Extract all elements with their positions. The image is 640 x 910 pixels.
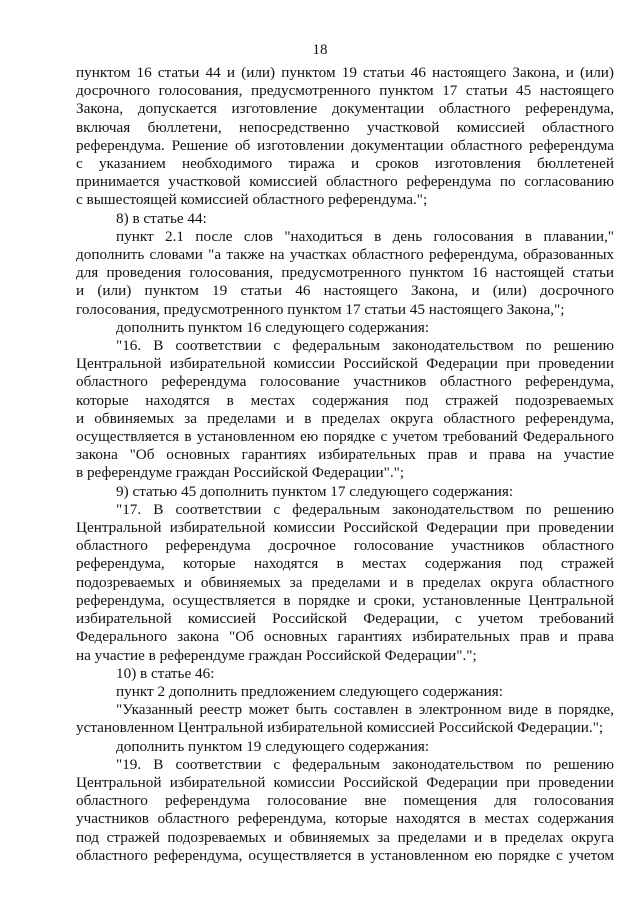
text-line: принимается участковой комиссией областного референдума по согласованию bbox=[76, 173, 614, 191]
text-line: пункт 2.1 после слов "находиться в день голосования в плавании," bbox=[116, 227, 614, 245]
text-line: "17. В соответствии с федеральным законодательством по решению bbox=[116, 500, 614, 518]
text-line: подозреваемых и обвиняемых за пределами и в пределах округа областного bbox=[76, 573, 614, 591]
text-line: референдума. Решение об изготовлении документации областного референдума bbox=[76, 136, 614, 154]
text-line: досрочного голосования, предусмотренного пунктом 17 статьи 45 настоящего bbox=[76, 82, 614, 100]
text-line: пунктом 16 статьи 44 и (или) пунктом 19 статьи 46 настоящего Закона, и (или) bbox=[76, 64, 614, 81]
text-line: "19. В соответствии с федеральным законодательством по решению bbox=[116, 755, 614, 773]
text-line: референдума, осуществляется в порядке и сроки, установленные Центральной bbox=[76, 591, 614, 609]
text-line: с вышестоящей комиссией областного референдума."; bbox=[76, 191, 428, 209]
text-line: на участие в референдуме граждан Российской Федерации"."; bbox=[76, 646, 477, 664]
text-line: Центральной избирательной комиссии Российской Федерации при проведении bbox=[76, 519, 614, 537]
page-number: 18 bbox=[312, 42, 328, 58]
text-line: Центральной избирательной комиссии Российской Федерации при проведении bbox=[76, 773, 614, 791]
text-line: избирательной комиссией Российской Федерации, с учетом требований bbox=[76, 610, 614, 628]
text-line: 8) в статье 44: bbox=[116, 209, 207, 227]
text-line: Центральной избирательной комиссии Российской Федерации при проведении bbox=[76, 355, 614, 373]
text-line: дополнить словами "а также на участках областного референдума, образованных bbox=[76, 246, 614, 264]
text-line: под стражей подозреваемых и обвиняемых за пределами и в пределах округа bbox=[76, 828, 614, 846]
text-line: осуществляется в установленном ею порядке с учетом требований Федерального bbox=[76, 428, 614, 446]
text-line: "Указанный реестр может быть составлен в электронном виде в порядке, bbox=[116, 701, 614, 719]
text-line: пункт 2 дополнить предложением следующего содержания: bbox=[116, 682, 503, 700]
text-line: "16. В соответствии с федеральным законодательством по решению bbox=[116, 337, 614, 355]
text-line: областного референдума досрочное голосование участников областного bbox=[76, 537, 614, 555]
text-line: участников областного референдума, которые находятся в местах содержания bbox=[76, 810, 614, 828]
text-line: и (или) пунктом 19 статьи 46 настоящего Закона, и (или) досрочного bbox=[76, 282, 614, 300]
document-body bbox=[76, 64, 614, 865]
text-line: областного референдума голосование участников областного референдума, bbox=[76, 373, 614, 391]
text-line: 9) статью 45 дополнить пунктом 17 следующего содержания: bbox=[116, 482, 514, 500]
text-line: референдума, которые находятся в местах содержания под стражей bbox=[76, 555, 614, 573]
text-line: областного референдума голосование вне помещения для голосования bbox=[76, 792, 614, 810]
text-line: с указанием необходимого тиража и сроков изготовления бюллетеней bbox=[76, 155, 614, 173]
text-line: установленном Центральной избирательной комиссией Российской Федерации."; bbox=[76, 719, 604, 737]
text-line: голосования, предусмотренного пунктом 17 статьи 45 настоящего Закона,"; bbox=[76, 300, 565, 318]
text-line: областного референдума, осуществляется в установленном ею порядке с учетом bbox=[76, 846, 614, 864]
text-line: дополнить пунктом 16 следующего содержания: bbox=[116, 318, 430, 336]
text-line: и обвиняемых за пределами и в пределах округа областного референдума, bbox=[76, 409, 614, 427]
text-line: закона "Об основных гарантиях избирательных прав и права на участие bbox=[76, 446, 614, 464]
text-line: Федерального закона "Об основных гарантиях избирательных прав и права bbox=[76, 628, 614, 646]
text-line: 10) в статье 46: bbox=[116, 664, 215, 682]
text-line: включая бюллетени, непосредственно участковой комиссией областного bbox=[76, 118, 614, 136]
text-line: Закона, допускается изготовление документации областного референдума, bbox=[76, 100, 614, 118]
text-line: дополнить пунктом 19 следующего содержания: bbox=[116, 737, 430, 755]
text-line: которые находятся в местах содержания под стражей подозреваемых bbox=[76, 391, 614, 409]
text-line: в референдуме граждан Российской Федерации"."; bbox=[76, 464, 405, 482]
text-line: для проведения голосования, предусмотренного пунктом 16 настоящей статьи bbox=[76, 264, 614, 282]
